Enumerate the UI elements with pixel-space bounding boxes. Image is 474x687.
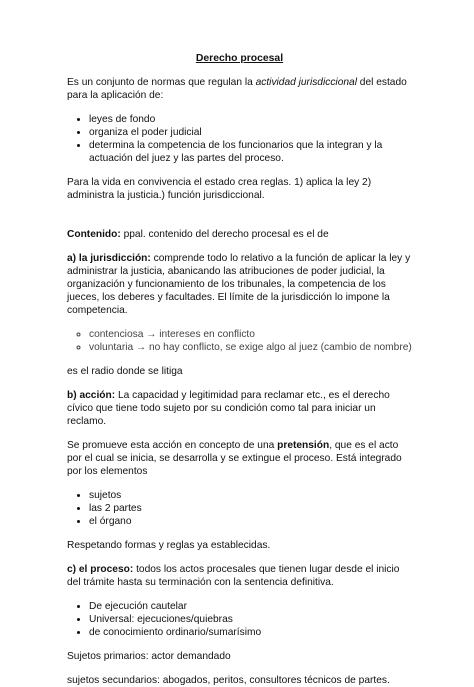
jurisdiccion-label: a) la jurisdicción: bbox=[67, 253, 151, 264]
contenido-text: ppal. contenido del derecho procesal es el de bbox=[120, 229, 329, 240]
proceso-paragraph bbox=[67, 563, 412, 589]
elementos-list bbox=[67, 489, 412, 528]
jurisdiccion-paragraph bbox=[67, 252, 412, 317]
accion-text: La capacidad y legitimidad para reclamar etc., es el derecho cívico que tiene todo sujeto por su condición como tal para iniciar un reclamo. bbox=[67, 390, 390, 427]
list-item: • el órgano bbox=[89, 515, 412, 528]
primarios-paragraph: Sujetos primarios: actor demandado bbox=[67, 651, 231, 662]
intro-text-after: del estado para la aplicación de: bbox=[67, 77, 407, 101]
radio-paragraph: es el radio donde se litiga bbox=[67, 366, 183, 377]
list-item: • leyes de fondo bbox=[89, 113, 412, 126]
list-item: • de conocimiento ordinario/sumarísimo bbox=[89, 626, 412, 639]
list-item: • las 2 partes bbox=[89, 502, 412, 515]
contenido-label: Contenido: bbox=[67, 229, 121, 240]
list-item: ◦ contenciosa → intereses en conflicto bbox=[89, 328, 412, 341]
list-item: • determina la competencia de los funcionarios que la integran y la actuación del juez y las partes del proceso. bbox=[89, 139, 412, 165]
proceso-label: c) el proceso: bbox=[67, 564, 134, 575]
jurisdiccion-list bbox=[67, 328, 412, 354]
document-title: Derecho procesal bbox=[195, 53, 284, 64]
pretension-text-after: , que es el acto por el cual se inicia, se desarrolla y se extingue el proceso. Está integrado por los elementos bbox=[67, 440, 402, 477]
intro-paragraph bbox=[67, 76, 412, 102]
list-item: ◦ voluntaria → no hay conflicto, se exige algo al juez (cambio de nombre) bbox=[89, 341, 412, 354]
pretension-paragraph bbox=[67, 439, 412, 478]
secundarios-paragraph: sujetos secundarios: abogados, peritos, consultores técnicos de partes. bbox=[67, 675, 390, 686]
contenido-paragraph bbox=[67, 228, 412, 241]
respetando-paragraph: Respetando formas y reglas ya establecidas. bbox=[67, 540, 271, 551]
spacer bbox=[67, 213, 412, 228]
intro-list bbox=[67, 113, 412, 165]
intro-emphasis: actividad jurisdiccional bbox=[255, 77, 357, 88]
proceso-text: todos los actos procesales que tienen lugar desde el inicio del trámite hasta su terminación con la sentencia definitiva. bbox=[67, 564, 400, 588]
pretension-bold: pretensión bbox=[277, 440, 330, 451]
vida-paragraph: Para la vida en convivencia el estado crea reglas. 1) aplica la ley 2) administra la justicia.) función jurisdiccional. bbox=[67, 177, 372, 201]
pretension-text-before: Se promueve esta acción en concepto de una bbox=[67, 440, 278, 451]
list-item: • sujetos bbox=[89, 489, 412, 502]
list-item: • Universal: ejecuciones/quiebras bbox=[89, 613, 412, 626]
accion-paragraph bbox=[67, 389, 412, 428]
intro-text-before: Es un conjunto de normas que regulan la bbox=[67, 77, 256, 88]
list-item: • De ejecución cautelar bbox=[89, 600, 412, 613]
accion-label: b) acción: bbox=[67, 390, 116, 401]
jurisdiccion-text: comprende todo lo relativo a la función de aplicar la ley y administrar la justicia, abanicando las atribuciones de poder judicial, la organización y funcionamiento de los tribunales, la competencia de los jueces, los deberes y facultades. El límite de la jurisdicción lo impone la competencia. bbox=[67, 253, 411, 316]
proceso-list bbox=[67, 600, 412, 639]
list-item: • organiza el poder judicial bbox=[89, 126, 412, 139]
